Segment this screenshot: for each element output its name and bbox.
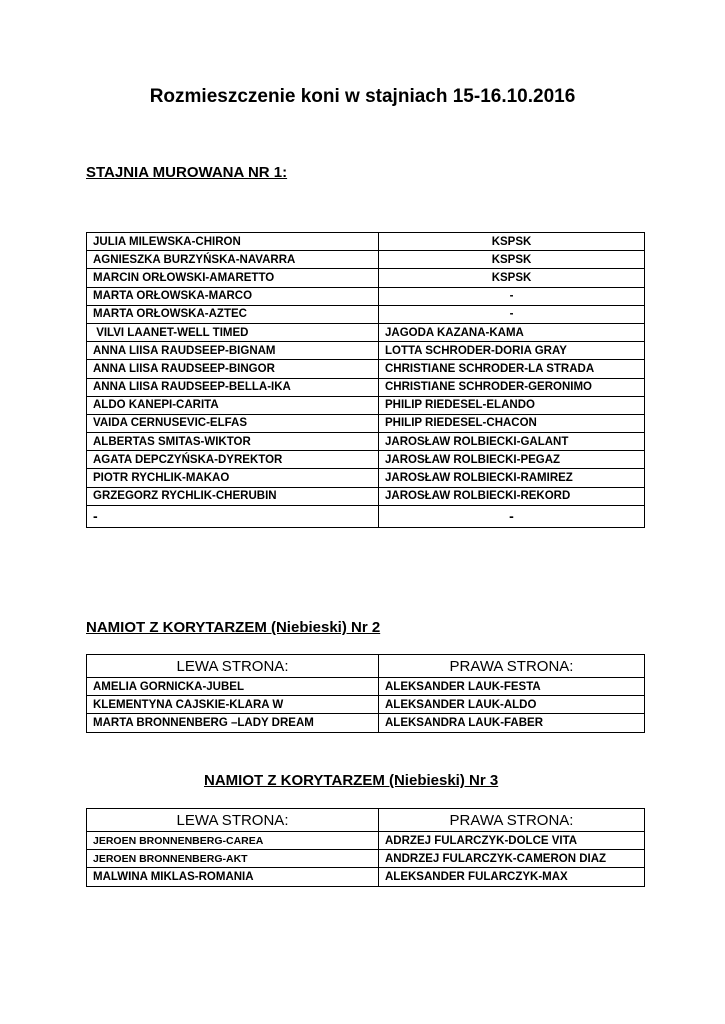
table-cell-right: LOTTA SCHRODER-DORIA GRAY	[379, 342, 645, 360]
table-cell-right: JAROSŁAW ROLBIECKI-RAMIREZ	[379, 469, 645, 487]
left-side-header: LEWA STRONA:	[87, 809, 379, 832]
page-title: Rozmieszczenie koni w stajniach 15-16.10.2016	[149, 86, 576, 107]
table-cell-left: AGATA DEPCZYŃSKA-DYREKTOR	[87, 451, 379, 469]
table-row	[87, 360, 645, 378]
table-cell-left: VAIDA CERNUSEVIC-ELFAS	[87, 414, 379, 432]
table-header-row	[87, 809, 645, 832]
table-cell-right: KSPSK	[379, 269, 645, 287]
table-cell-right: KSPSK	[379, 251, 645, 269]
section-3-heading: NAMIOT Z KORYTARZEM (Niebieski) Nr 3	[204, 772, 499, 789]
table-cell-right: CHRISTIANE SCHRODER-LA STRADA	[379, 360, 645, 378]
stable-1-table	[86, 232, 645, 528]
table-cell-left: MARTA BRONNENBERG –LADY DREAM	[87, 714, 379, 732]
table-row	[87, 269, 645, 287]
table-cell-right: ALEKSANDRA LAUK-FABER	[379, 714, 645, 732]
table-row	[87, 696, 645, 714]
table-cell-right: PHILIP RIEDESEL-CHACON	[379, 414, 645, 432]
table-row	[87, 868, 645, 886]
table-cell-left: MARTA ORŁOWSKA-MARCO	[87, 287, 379, 305]
table-row	[87, 469, 645, 487]
table-cell-left: JEROEN BRONNENBERG-AKT	[87, 850, 379, 868]
table-cell-left: ANNA LIISA RAUDSEEP-BINGOR	[87, 360, 379, 378]
table-row	[87, 323, 645, 341]
table-cell-left: ALBERTAS SMITAS-WIKTOR	[87, 433, 379, 451]
table-header-row	[87, 655, 645, 678]
table-row	[87, 487, 645, 505]
tent-2-table	[86, 654, 645, 733]
table-cell-left: JEROEN BRONNENBERG-CAREA	[87, 832, 379, 850]
table-row	[87, 342, 645, 360]
table-cell-right: JAROSŁAW ROLBIECKI-GALANT	[379, 433, 645, 451]
tent-3-table	[86, 808, 645, 887]
table-cell-right: ALEKSANDER LAUK-ALDO	[379, 696, 645, 714]
table-row	[87, 378, 645, 396]
table-cell-left: ANNA LIISA RAUDSEEP-BIGNAM	[87, 342, 379, 360]
table-cell-right: -	[379, 505, 645, 527]
table-row	[87, 850, 645, 868]
table-cell-right: ALEKSANDER LAUK-FESTA	[379, 678, 645, 696]
table-cell-right: KSPSK	[379, 233, 645, 251]
table-row	[87, 451, 645, 469]
table-cell-left: JULIA MILEWSKA-CHIRON	[87, 233, 379, 251]
table-row	[87, 414, 645, 432]
table-cell-left: GRZEGORZ RYCHLIK-CHERUBIN	[87, 487, 379, 505]
table-row	[87, 714, 645, 732]
table-cell-right: CHRISTIANE SCHRODER-GERONIMO	[379, 378, 645, 396]
table-cell-right: ALEKSANDER FULARCZYK-MAX	[379, 868, 645, 886]
table-cell-right: ADRZEJ FULARCZYK-DOLCE VITA	[379, 832, 645, 850]
table-row	[87, 505, 645, 527]
table-cell-left: MALWINA MIKLAS-ROMANIA	[87, 868, 379, 886]
table-cell-right: JAROSŁAW ROLBIECKI-PEGAZ	[379, 451, 645, 469]
right-side-header: PRAWA STRONA:	[379, 655, 645, 678]
table-row	[87, 233, 645, 251]
table-row	[87, 305, 645, 323]
table-row	[87, 678, 645, 696]
table-cell-left: ANNA LIISA RAUDSEEP-BELLA-IKA	[87, 378, 379, 396]
section-2-heading: NAMIOT Z KORYTARZEM (Niebieski) Nr 2	[86, 619, 381, 636]
table-cell-left: MARCIN ORŁOWSKI-AMARETTO	[87, 269, 379, 287]
table-row	[87, 433, 645, 451]
left-side-header: LEWA STRONA:	[87, 655, 379, 678]
table-cell-right: JAGODA KAZANA-KAMA	[379, 323, 645, 341]
table-cell-left: AMELIA GORNICKA-JUBEL	[87, 678, 379, 696]
table-cell-left: MARTA ORŁOWSKA-AZTEC	[87, 305, 379, 323]
table-row	[87, 287, 645, 305]
table-cell-right: -	[379, 287, 645, 305]
section-1-heading: STAJNIA MUROWANA NR 1:	[86, 164, 288, 181]
table-cell-right: JAROSŁAW ROLBIECKI-REKORD	[379, 487, 645, 505]
table-cell-left: PIOTR RYCHLIK-MAKAO	[87, 469, 379, 487]
table-cell-left: VILVI LAANET-WELL TIMED	[87, 323, 379, 341]
table-cell-right: -	[379, 305, 645, 323]
table-row	[87, 832, 645, 850]
table-cell-left: -	[87, 505, 379, 527]
table-cell-left: AGNIESZKA BURZYŃSKA-NAVARRA	[87, 251, 379, 269]
table-cell-right: ANDRZEJ FULARCZYK-CAMERON DIAZ	[379, 850, 645, 868]
table-cell-left: ALDO KANEPI-CARITA	[87, 396, 379, 414]
table-cell-left: KLEMENTYNA CAJSKIE-KLARA W	[87, 696, 379, 714]
right-side-header: PRAWA STRONA:	[379, 809, 645, 832]
table-cell-right: PHILIP RIEDESEL-ELANDO	[379, 396, 645, 414]
table-row	[87, 396, 645, 414]
table-row	[87, 251, 645, 269]
